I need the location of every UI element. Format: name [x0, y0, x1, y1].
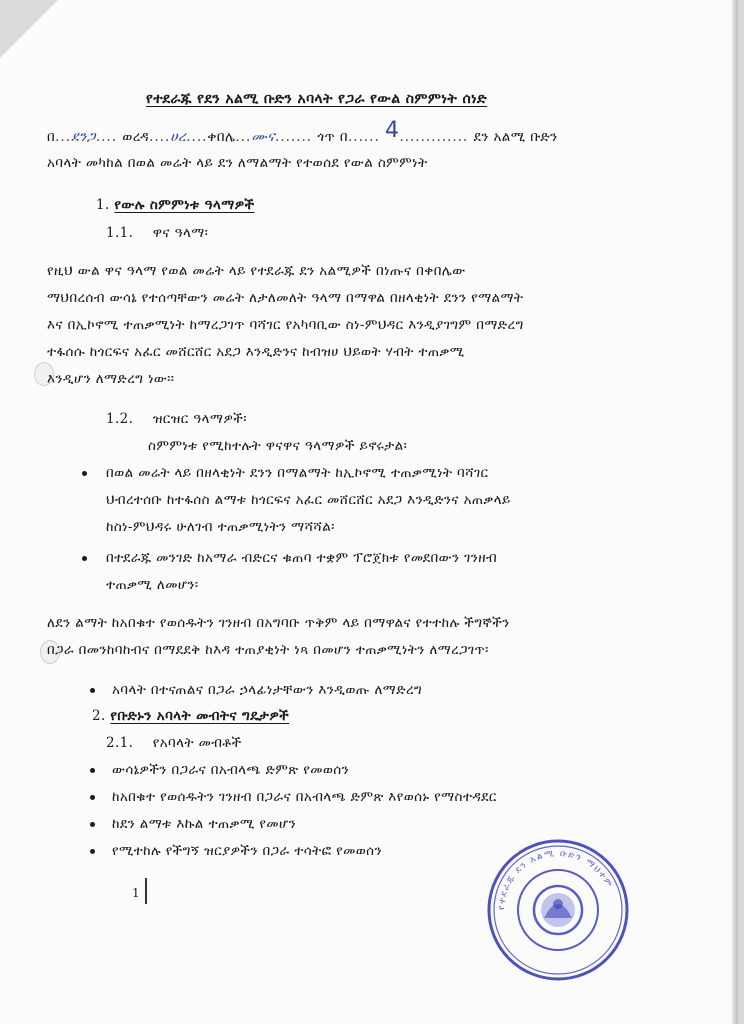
handwritten-woreda: ሀረ — [170, 129, 187, 145]
official-seal-stamp — [486, 838, 630, 982]
bullet-line: የሚተከሉ የችግኝ ዝርያዎችን በጋራ ተሳትፎ የመወሰን — [112, 843, 382, 859]
dots: .... — [186, 129, 208, 145]
dots: ... — [235, 129, 252, 145]
bullet-dot — [90, 768, 95, 773]
bullet-line: ከአበቁተ የወሰዱትን ገንዘብ በጋራና በአብላጫ ድምጽ እየወሰኑ የማስተዳደር — [112, 789, 497, 805]
section1-heading — [96, 196, 255, 214]
intro-line-1 — [47, 118, 558, 146]
bullet-dot — [90, 795, 95, 800]
bullet-dot — [90, 822, 95, 827]
paragraph-line: ማህበረሰብ ውሳኔ የተሰጣቸውን መሬት ለታለመለት ዓላማ በማዋል በዘላቂነት ደንን የማልማት — [47, 290, 524, 306]
subsection-intro: ስምምነቱ የሚከተሉት ዋናዋና ዓላማዎች ይኖሩታል፡ — [148, 438, 408, 454]
bullet-line: ከደን ልማቱ እኩል ተጠቃሚ የመሆን — [112, 816, 297, 832]
paragraph-line: የዚህ ውል ዋና ዓላማ የወል መሬት ላይ የተደራጁ ደን አልሚዎች በነጡና በቀበሌው — [47, 263, 466, 279]
section-number: 2. — [92, 708, 106, 724]
page-number: 1 — [132, 886, 140, 900]
paragraph-line: እንዲሆን ለማድረግ ነው፡፡ — [47, 371, 175, 387]
bullet-line: ከስነ-ምህዳሩ ሁለገብ ተጠቃሚነትን ማሻሻል፡ — [106, 519, 335, 535]
label-tail: ደን አልሚ ቡድን — [473, 129, 558, 145]
dots: ...... — [347, 129, 386, 145]
bullet-dot — [90, 688, 95, 693]
subsection-title: ዋና ዓላማ፡ — [152, 225, 209, 241]
bullet-line: ተጠቃሚ ለመሆን፡ — [106, 577, 199, 593]
subsection-number: 1.1. — [106, 225, 134, 241]
document-title: የተደራጁ የደን አልሚ ቡድን አባላት የጋራ የውል ስምምነት ሰነድ — [146, 91, 488, 107]
bullet-line: በወል መሬት ላይ በዘላቂነት ደንን በማልማት ከኢኮኖሚ ተጠቃሚነት ባሻገር — [106, 465, 489, 481]
folded-corner — [0, 0, 58, 58]
section-title: የቡድኑን አባላት መብትና ግዴታዎች — [110, 708, 290, 724]
intro-line-2: አባላት መካከል በወል መሬት ላይ ደን ለማልማት የተወሰደ የውል ስምምነት — [47, 155, 428, 171]
bullet-line: ውሳኔዎችን በጋራና በአብላጫ ድምጽ የመወሰን — [112, 762, 350, 778]
label-kebele: ቀበሌ — [207, 129, 236, 145]
bullet-dot — [90, 849, 95, 854]
bullet-dot — [82, 471, 87, 476]
subsection-title: ዝርዝር ዓላማዎች፡ — [152, 411, 247, 427]
dots: .... — [149, 129, 171, 145]
bullet-line: አባላት በተናጠልና በጋራ ኃላፊነታቸውን እንዲወጡ ለማድረግ — [112, 682, 423, 698]
subsection-2-1 — [106, 734, 242, 752]
bullet-dot — [82, 556, 87, 561]
subsection-title: የአባላት መብቶች — [152, 735, 242, 751]
bullet-line: በተደራጁ መንገድ ከአማራ ብድርና ቁጠባ ተቋም ፕሮጀክቱ የመደበውን ገንዘብ — [106, 550, 498, 566]
subsection-1-1 — [106, 224, 208, 242]
page-edge-shadow — [732, 0, 738, 1024]
dots: .... — [95, 129, 123, 145]
label-in: በ — [47, 129, 56, 145]
subsection-1-2 — [106, 410, 247, 428]
subsection-number: 1.2. — [106, 411, 134, 427]
paragraph-2-line: ለደን ልማት ከአበቁተ የወሰዱትን ገንዘብ በአግባቡ ጥቅም ላይ በማዋልና የተተከሉ ችግኞችን — [47, 615, 510, 631]
paragraph-line: ተፋሰሱ ከጎርፍና አፈር መሸርሸር አደጋ እንዲድንና ከብዝሀ ህይወት ሃብት ተጠቃሚ — [47, 344, 465, 360]
label-gott: ጎጥ በ — [317, 129, 348, 145]
dots: ....... — [275, 129, 318, 145]
dots: ............. — [399, 129, 474, 145]
page-number-mark — [145, 878, 147, 904]
section-title: የውሉ ስምምነቱ ዓላማዎች — [114, 197, 255, 213]
section-number: 1. — [96, 197, 110, 213]
paragraph-line: እና በኢኮኖሚ ተጠቃሚነት ከማረጋገጥ ባሻገር የአካባቢው ስነ-ምህዳር እንዲያገግም በማድረግ — [47, 317, 524, 333]
subsection-number: 2.1. — [106, 735, 134, 751]
paragraph-2-line: በጋራ በመንከባከብና በማደደቅ ከእዳ ተጠያቂነት ነጻ በመሆን ተጠቃሚነትን ለማረጋገጥ፡ — [47, 642, 489, 658]
bullet-line: ህብረተሰቡ ከተፋሰስ ልማቱ ከጎርፍና አፈር መሸርሸር አደጋ እንዲድንና አጠቃላይ — [106, 492, 511, 508]
section2-heading — [92, 707, 289, 725]
handwritten-region: ደንጋ — [71, 129, 96, 145]
handwritten-kebele: ሙና — [251, 129, 275, 145]
label-woreda: ወረዳ — [122, 129, 150, 145]
handwritten-count: 4 — [385, 118, 400, 143]
dots: ... — [55, 129, 72, 145]
stamp-ring-text: የተደራጁ ደን አልሚ ቡድን ማህተም — [496, 848, 615, 911]
